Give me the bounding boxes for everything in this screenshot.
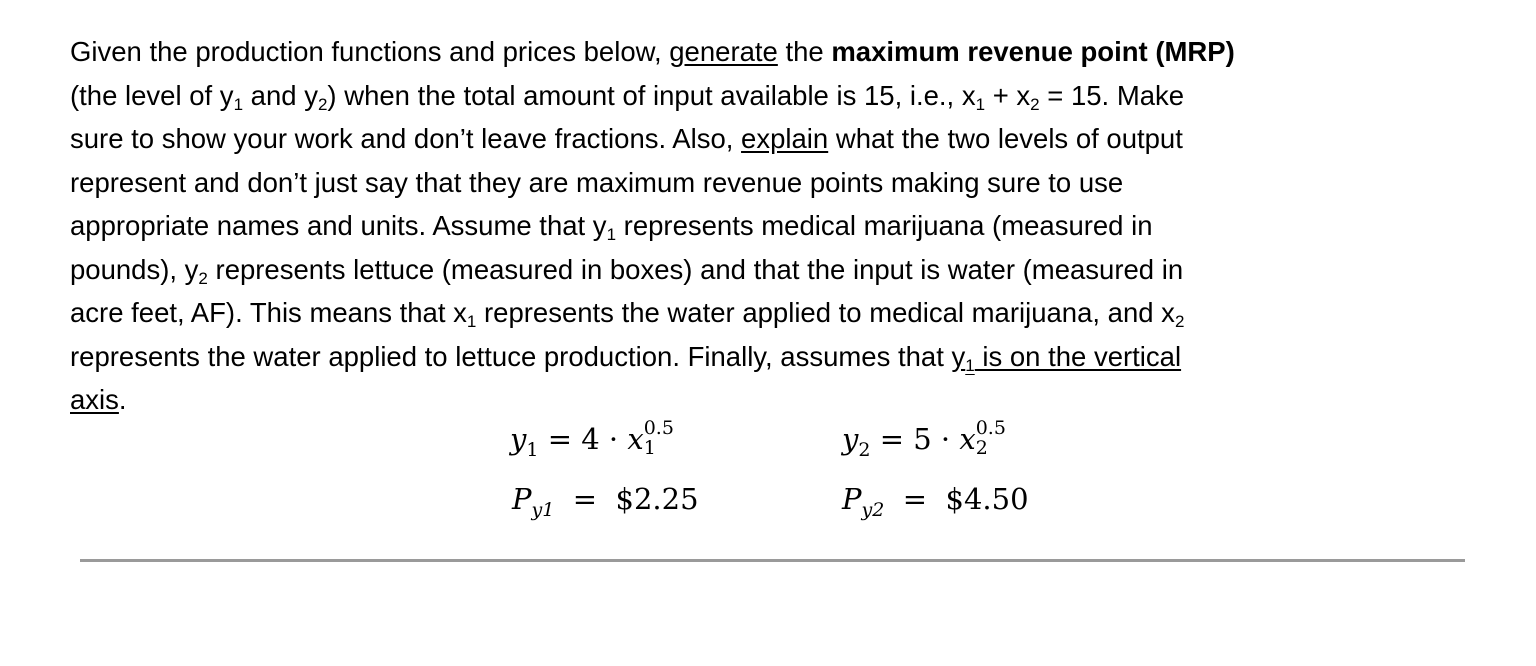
eq-y2-var-sub: 2 [975,437,988,459]
subscript: 1 [466,312,477,331]
text-segment: ) when the total amount of input available is 15, i.e., x [327,79,976,111]
text-segment: (the level of y [70,79,234,111]
eq-y2-lhs-sub: 2 [858,439,871,461]
question-text [70,30,1235,422]
question-line [70,204,1235,248]
eq-p2-value: $4.50 [945,482,1029,516]
subscript: 2 [1030,94,1040,114]
eq-y1-var-sub: 1 [643,437,656,459]
eq-y2-var: x [959,422,976,456]
text-segment: represents lettuce (measured in boxes) and that the input is water (measured in [207,253,1184,285]
underlined-text: axis [70,384,119,415]
question-line [70,161,1235,205]
eq-p1-lhs-sub: y1 [531,499,555,521]
text-segment: the [777,36,832,67]
subscript: 1 [233,94,244,114]
subscript: 1 [606,225,617,244]
underlined-text: is on the vertical [974,340,1182,372]
eq-p2-lhs: P [842,482,862,516]
eq-y2-lhs: y [842,422,859,456]
subscript: 2 [198,268,208,288]
eq-y1-var: x [627,422,644,456]
equation-y2 [842,417,1010,461]
equation-price-y1 [512,482,699,521]
text-segment: sure to show your work and don’t leave fractions. Also, [70,123,742,154]
eq-p1-value: $2.25 [615,482,699,516]
eq-y1-lhs: y [510,422,527,456]
eq-p2-lhs-sub: y2 [861,499,885,521]
text-segment: what the two levels of output [828,123,1183,154]
eq-p2-operator: = [902,482,928,516]
question-line [70,74,1235,118]
underlined-text: explain [741,123,829,154]
text-segment: + x [985,79,1031,111]
text-segment: and y [243,79,318,111]
text-segment: Given the production functions and prices below, [70,36,670,67]
eq-y1-operator: = 4 · [547,422,619,456]
subscript: 2 [317,94,328,114]
equation-y1 [510,417,678,461]
question-line [70,117,1235,161]
eq-p1-lhs: P [512,482,532,516]
text-segment: appropriate names and units. Assume that y [70,210,607,241]
text-segment: pounds), y [70,253,199,285]
question-line [70,30,1235,74]
text-segment: acre feet, AF). This means that x [70,297,467,328]
equation-price-y2 [842,482,1029,521]
eq-y1-exponent: 0.5 [643,417,674,439]
subscript: 1 [975,94,986,114]
emphasis-text: maximum revenue point (MRP) [831,36,1235,67]
question-line [70,291,1235,335]
eq-y2-operator: = 5 · [879,422,951,456]
question-line [70,335,1235,379]
text-segment: . [118,384,127,415]
question-line [70,378,1235,422]
text-segment: represents medical marijuana (measured in [616,210,1153,241]
text-segment: represent and don’t just say that they are maximum revenue points making sure to use [70,166,1124,198]
text-segment: represents the water applied to medical marijuana, and x [476,297,1175,328]
underlined-text: y [951,340,966,372]
eq-p1-operator: = [572,482,598,516]
question-line [70,248,1235,292]
underlined-text: 1 [965,355,975,375]
text-segment: represents the water applied to lettuce production. Finally, assumes that [70,340,952,372]
horizontal-divider [80,559,1465,562]
text-segment: = 15. Make [1039,79,1185,111]
subscript: 2 [1174,312,1185,331]
underlined-text: generate [669,36,778,67]
eq-y1-lhs-sub: 1 [526,439,539,461]
eq-y2-exponent: 0.5 [975,417,1006,439]
